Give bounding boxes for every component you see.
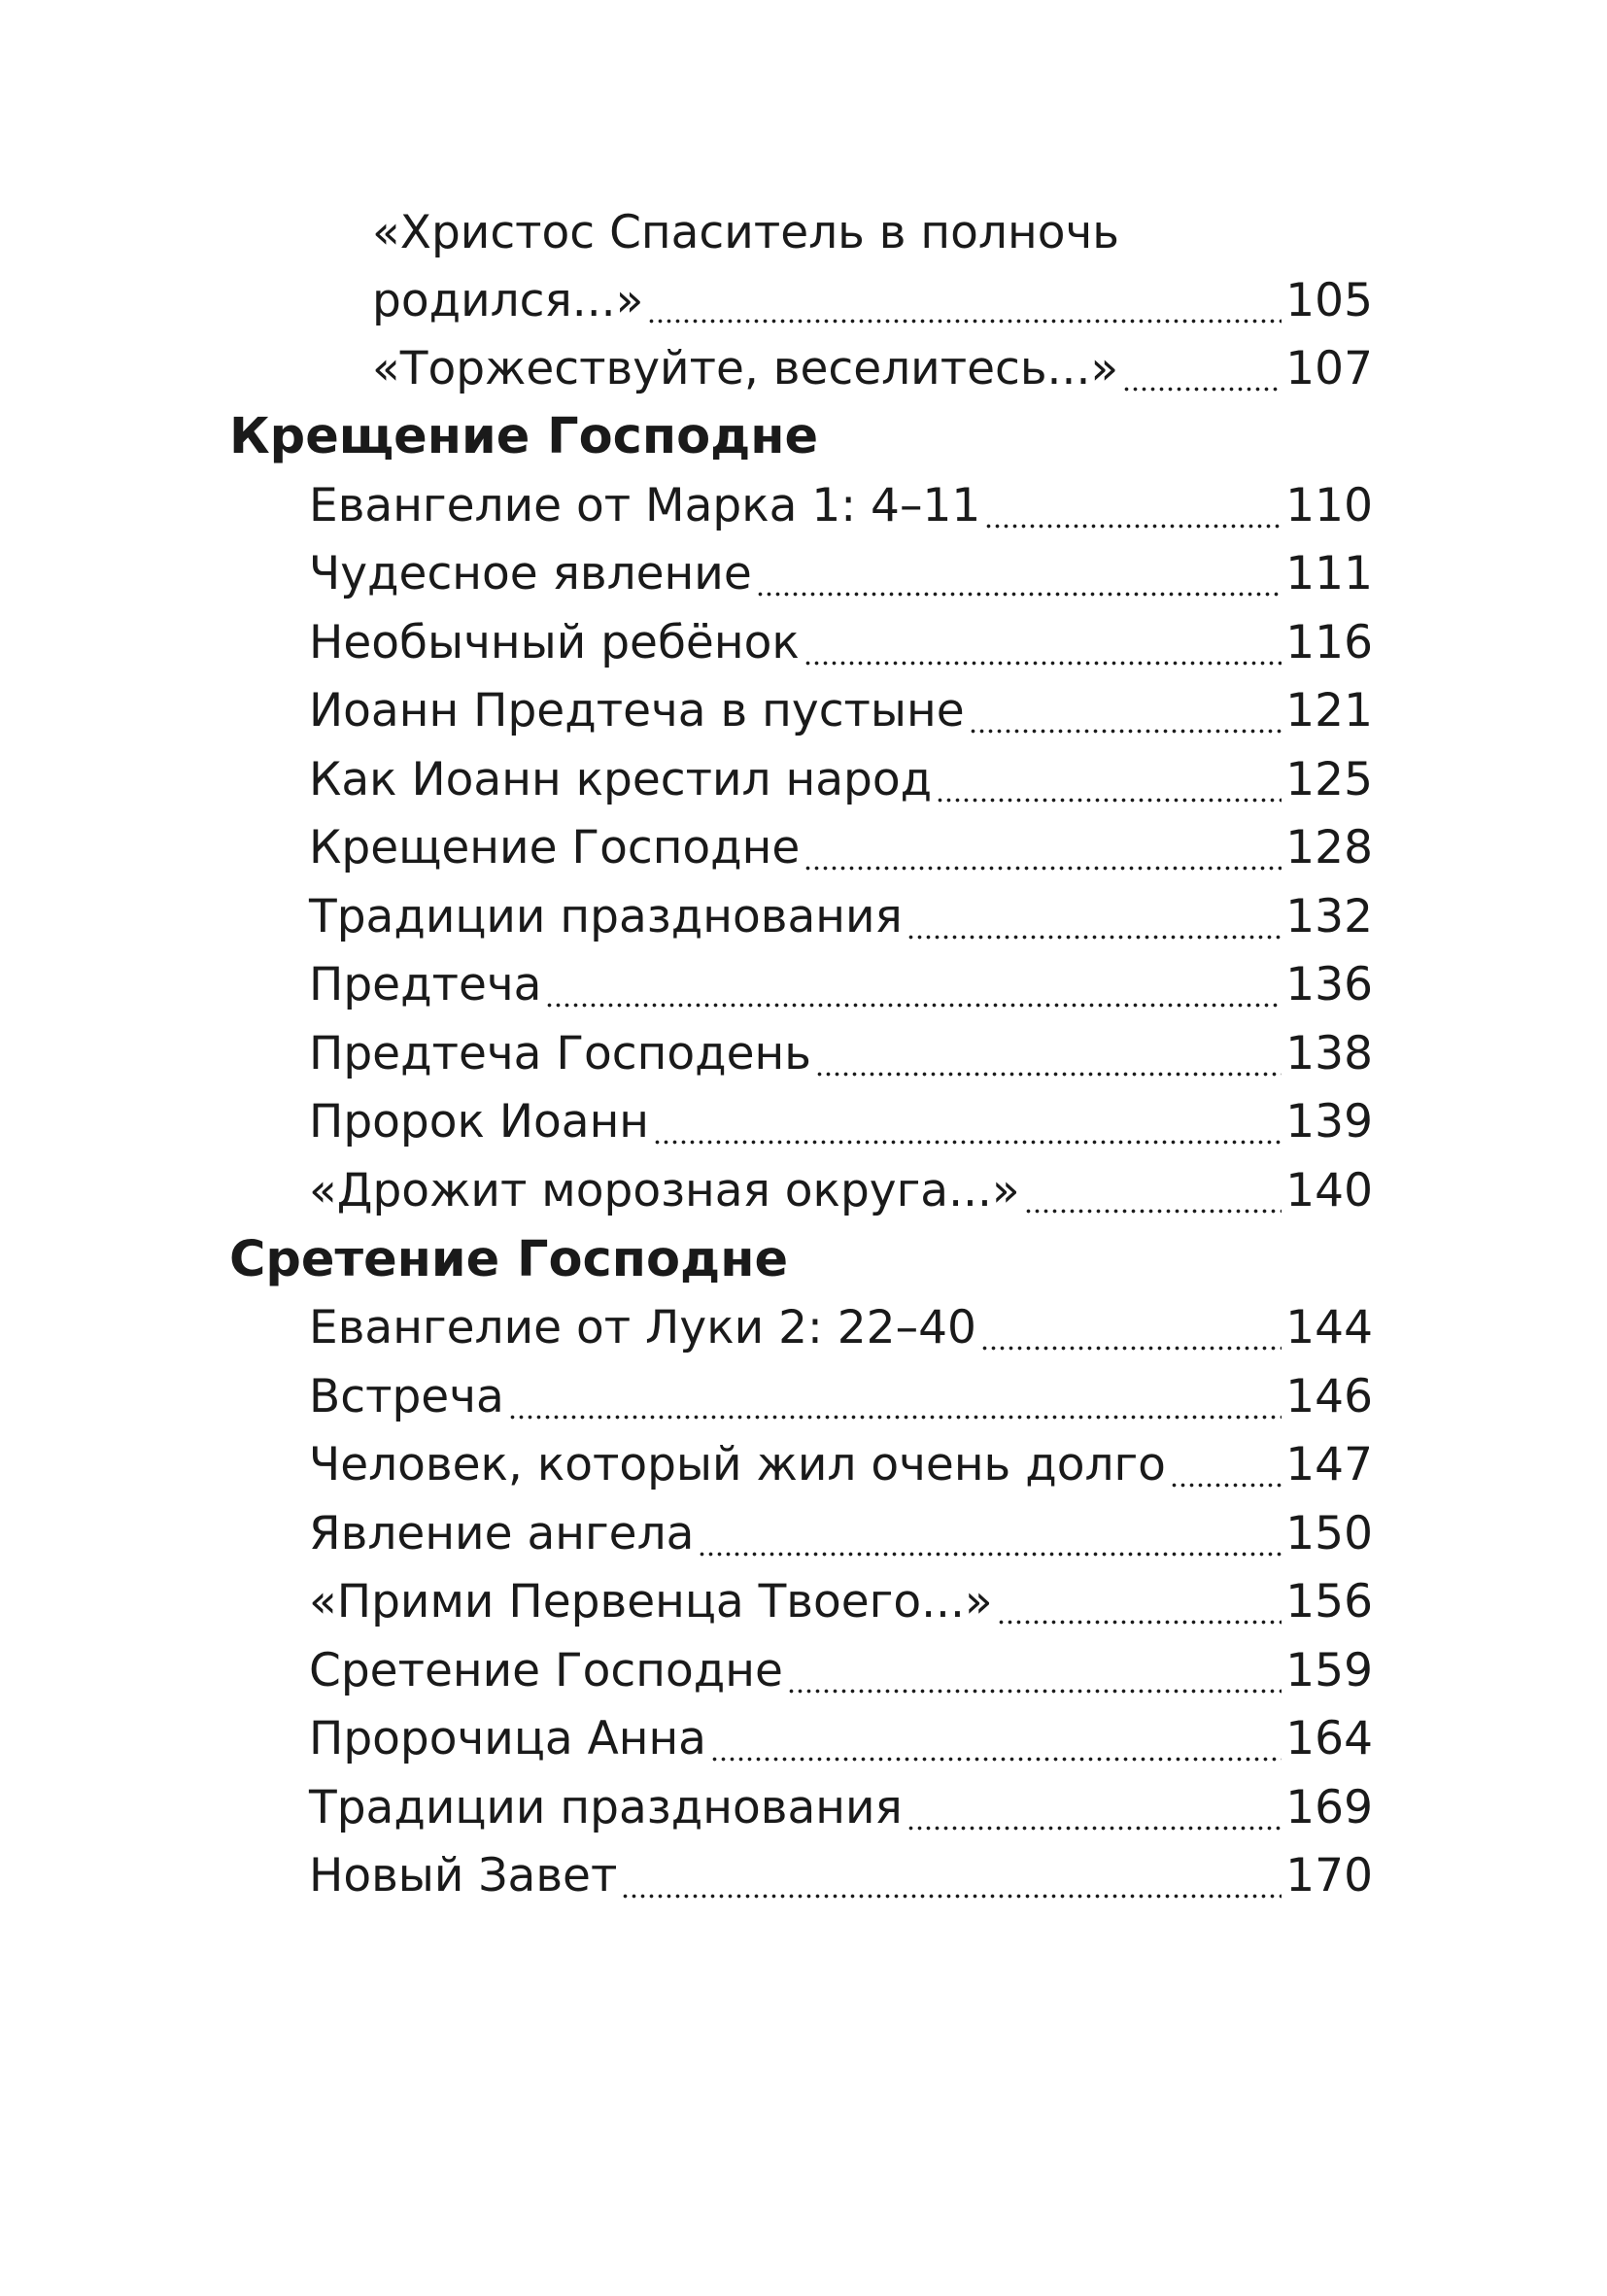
toc-entry-page: 139 [1285,1095,1373,1148]
toc-entry-title: Явление ангела [309,1507,695,1560]
toc-entry-title: Евангелие от Марка 1: 4–11 [309,479,981,532]
toc-entry-title: Новый Завет [309,1849,618,1902]
toc-entry[interactable] [372,335,1373,403]
toc-entry[interactable] [309,1774,1373,1842]
dot-leader [936,746,1282,814]
dot-leader [653,1088,1282,1156]
toc-entry[interactable] [309,1020,1373,1088]
toc-entry-page: 132 [1285,890,1373,943]
dot-leader [1024,1157,1282,1225]
toc-entry-page: 110 [1285,479,1373,532]
toc-entry[interactable] [309,1431,1373,1499]
toc-entry[interactable] [309,1842,1373,1910]
toc-entry[interactable] [309,1568,1373,1636]
dot-leader [997,1568,1282,1636]
dot-leader [906,883,1282,951]
toc-entry-page: 111 [1285,547,1373,600]
toc-entry-title: родился...» [372,274,644,327]
toc-entry-title: Традиции празднования [309,1781,903,1834]
toc-entry-page: 156 [1285,1575,1373,1628]
toc-entry[interactable] [309,951,1373,1019]
toc-entry-page: 150 [1285,1507,1373,1560]
dot-leader [1170,1431,1282,1499]
toc-entry-title-line1: «Христос Спаситель в полночь [372,206,1119,259]
dot-leader [698,1500,1282,1568]
toc-entry[interactable] [309,1500,1373,1568]
toc-entry-page: 136 [1285,958,1373,1011]
dot-leader [815,1020,1282,1088]
toc-entry-title: Предтеча [309,958,542,1011]
toc-entry-page: 105 [1285,274,1373,327]
dot-leader [804,609,1282,677]
toc-entry[interactable] [309,540,1373,608]
toc-entry-page: 144 [1285,1301,1373,1354]
toc-entry-title: Человек, который жил очень долго [309,1438,1166,1491]
toc-entry-title: Чудесное явление [309,547,752,600]
toc-entry-title: Евангелие от Луки 2: 22–40 [309,1301,976,1354]
toc-entry[interactable] [309,609,1373,677]
toc-entry-page: 164 [1285,1712,1373,1765]
toc-entry[interactable] [309,1363,1373,1431]
toc-entry-page: 107 [1285,342,1373,395]
toc-entry[interactable] [372,267,1373,335]
toc-entry-title: Традиции празднования [309,890,903,943]
toc-entry-page: 170 [1285,1849,1373,1902]
toc-entry-title: «Торжествуйте, веселитесь...» [372,342,1119,395]
dot-leader [621,1842,1282,1910]
toc-entry[interactable] [309,1157,1373,1225]
toc-entry-page: 159 [1285,1644,1373,1697]
toc-entry[interactable] [309,677,1373,745]
toc-entry-page: 125 [1285,753,1373,806]
dot-leader [906,1774,1282,1842]
toc-entry-title: Пророк Иоанн [309,1095,650,1148]
dot-leader [969,677,1282,745]
toc-entry-page: 169 [1285,1781,1373,1834]
dot-leader [804,814,1282,882]
toc-entry-title: Иоанн Предтеча в пустыне [309,684,965,737]
dot-leader [756,540,1282,608]
toc-entry-title: Сретение Господне [309,1644,783,1697]
toc-entry[interactable] [309,472,1373,540]
section-heading: Сретение Господне [229,1231,789,1288]
toc-entry-page: 138 [1285,1027,1373,1080]
toc-entry-title: Предтеча Господень [309,1027,811,1080]
dot-leader [984,472,1282,540]
toc-entry-title: Как Иоанн крестил народ [309,753,933,806]
toc-entry-title: Пророчица Анна [309,1712,706,1765]
dot-leader [647,267,1282,335]
toc-entry-page: 146 [1285,1370,1373,1423]
toc-entry-title: Крещение Господне [309,821,801,874]
toc-entry-page: 147 [1285,1438,1373,1491]
toc-entry-page: 140 [1285,1164,1373,1217]
toc-entry-title: «Прими Первенца Твоего...» [309,1575,993,1628]
toc-entry[interactable] [309,814,1373,882]
dot-leader [710,1705,1282,1773]
toc-entry[interactable] [309,746,1373,814]
dot-leader [980,1294,1282,1362]
toc-entry[interactable] [309,883,1373,951]
dot-leader [508,1363,1282,1431]
dot-leader [1122,335,1282,403]
section-heading: Крещение Господне [229,408,819,465]
toc-entry[interactable] [309,1705,1373,1773]
dot-leader [545,951,1282,1019]
toc-entry-page: 121 [1285,684,1373,737]
dot-leader [787,1637,1282,1705]
toc-entry[interactable] [309,1294,1373,1362]
toc-entry[interactable] [309,1637,1373,1705]
toc-entry-page: 128 [1285,821,1373,874]
toc-entry-title: Необычный ребёнок [309,616,800,669]
toc-entry[interactable] [309,1088,1373,1156]
toc-entry-page: 116 [1285,616,1373,669]
toc-entry-title: Встреча [309,1370,504,1423]
toc-entry-title: «Дрожит морозная округа...» [309,1164,1020,1217]
